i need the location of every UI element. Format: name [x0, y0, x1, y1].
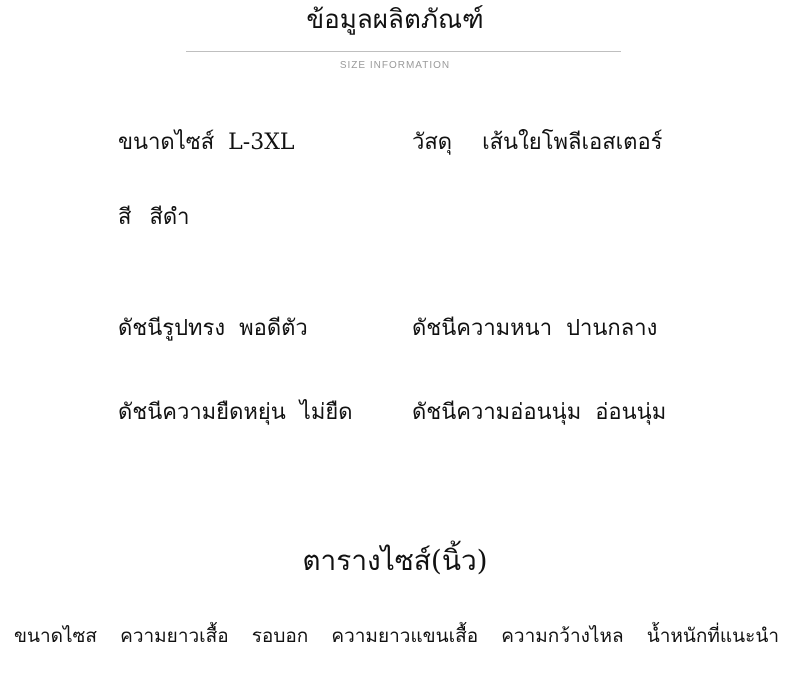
spec-stretch	[118, 398, 353, 428]
page-subtitle: SIZE INFORMATION	[339, 60, 451, 71]
spec-size-label: ขนาดไซส์	[118, 130, 215, 155]
size-table-header-cell: ขนาดไซส	[14, 625, 98, 647]
size-table-header-cell: ความกว้างไหล	[501, 625, 624, 647]
spec-thickness-value: ปานกลาง	[566, 316, 658, 341]
spec-softness	[412, 398, 666, 428]
spec-size-value: L-3XL	[228, 130, 295, 155]
size-table-title: ตารางไซส์(นิ้ว)	[302, 544, 488, 577]
spec-stretch-label: ดัชนีความยืดหยุ่น	[118, 400, 286, 425]
spec-stretch-value: ไม่ยืด	[299, 400, 353, 425]
spec-color-label: สี	[118, 205, 132, 230]
size-table-header-cell: ความยาวแขนเสื้อ	[331, 625, 479, 647]
spec-thickness-label: ดัชนีความหนา	[412, 316, 553, 341]
spec-material-label: วัสดุ	[412, 130, 453, 155]
spec-thickness	[412, 314, 657, 344]
size-table-header-cell: ความยาวเสื้อ	[120, 625, 229, 647]
size-table-header-cell: รอบอก	[251, 625, 309, 647]
title-divider	[186, 51, 621, 52]
size-table-header	[14, 622, 779, 650]
page-title: ข้อมูลผลิตภัณฑ์	[306, 5, 484, 35]
spec-material-value: เส้นใยโพลีเอสเตอร์	[482, 130, 663, 155]
spec-size	[118, 128, 294, 158]
spec-color	[118, 203, 190, 233]
size-table-header-cell: น้ำหนักที่แนะนำ	[646, 625, 779, 647]
spec-material	[412, 128, 663, 158]
spec-fit-value: พอดีตัว	[239, 316, 308, 341]
spec-fit	[118, 314, 308, 344]
spec-softness-label: ดัชนีความอ่อนนุ่ม	[412, 400, 582, 425]
spec-softness-value: อ่อนนุ่ม	[595, 400, 667, 425]
spec-color-value: สีดำ	[149, 205, 190, 230]
spec-fit-label: ดัชนีรูปทรง	[118, 316, 226, 341]
